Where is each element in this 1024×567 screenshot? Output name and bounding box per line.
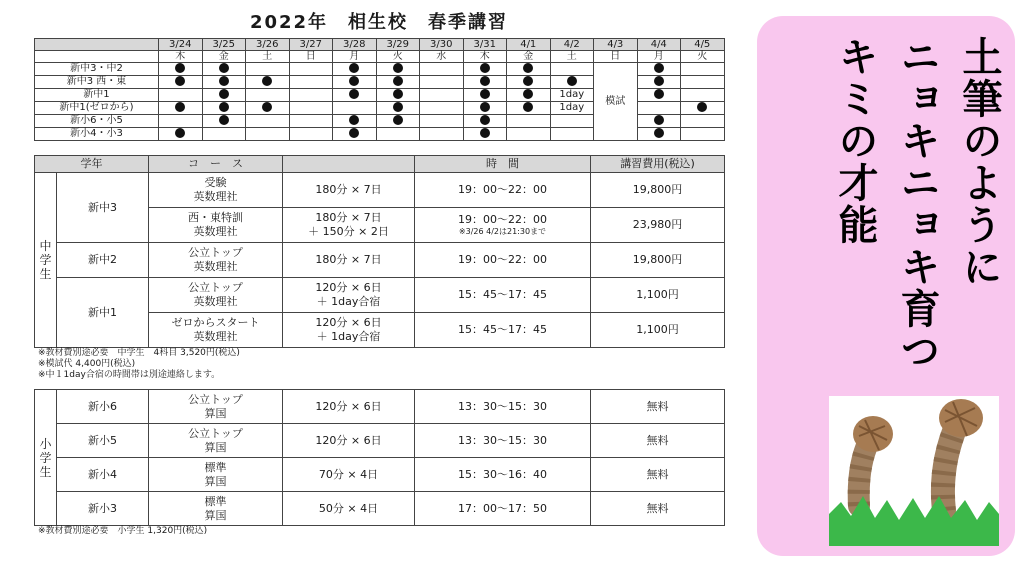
class-day-dot-icon <box>393 89 403 99</box>
schedule-row-name: 新中3 西・東 <box>35 76 159 89</box>
course-length-cell: 70分 × 4日 <box>283 458 415 492</box>
cost-cell: 1,100円 <box>591 313 725 348</box>
schedule-cell <box>333 89 377 102</box>
class-day-dot-icon <box>349 89 359 99</box>
class-day-dot-icon <box>654 89 664 99</box>
schedule-date-row <box>35 39 725 51</box>
class-day-dot-icon <box>349 128 359 138</box>
schedule-weekday: 火 <box>376 51 420 63</box>
schedule-cell <box>333 63 377 76</box>
grade-cell: 新小3 <box>57 492 149 526</box>
schedule-cell: 1day <box>550 102 594 115</box>
course-cell: 公立トップ 算国 <box>149 424 283 458</box>
schedule-cell <box>376 128 420 141</box>
class-day-dot-icon <box>219 63 229 73</box>
schedule-cell <box>637 128 681 141</box>
class-day-dot-icon <box>480 128 490 138</box>
schedule-date: 3/31 <box>463 39 507 51</box>
schedule-weekday: 月 <box>333 51 377 63</box>
schedule-cell <box>550 128 594 141</box>
schedule-cell <box>550 76 594 89</box>
class-day-dot-icon <box>567 76 577 86</box>
horsetail-illustration <box>829 396 999 546</box>
course-length-cell: 180分 × 7日 ＋ 150分 × 2日 <box>283 208 415 243</box>
schedule-cell <box>246 102 290 115</box>
schedule-corner <box>35 51 159 63</box>
middle-school-label: 中 学 生 <box>35 173 57 348</box>
schedule-row <box>35 63 725 76</box>
grade-cell: 新小5 <box>57 424 149 458</box>
schedule-date: 3/30 <box>420 39 464 51</box>
fee-row <box>35 243 725 278</box>
middle-school-fee-table <box>34 155 725 348</box>
schedule-date: 3/29 <box>376 39 420 51</box>
class-day-dot-icon <box>393 102 403 112</box>
header-time: 時 間 <box>415 156 591 173</box>
schedule-weekday: 日 <box>594 51 638 63</box>
schedule-cell <box>376 102 420 115</box>
schedule-date: 4/5 <box>681 39 725 51</box>
document-title: 2022年 相生校 春季講習 <box>249 12 509 33</box>
cost-cell: 無料 <box>591 424 725 458</box>
schedule-row-name: 新中1 <box>35 89 159 102</box>
schedule-cell <box>550 115 594 128</box>
class-day-dot-icon <box>349 115 359 125</box>
schedule-weekday: 土 <box>246 51 290 63</box>
schedule-table <box>34 38 725 141</box>
course-length-cell: 120分 × 6日 <box>283 390 415 424</box>
class-day-dot-icon <box>393 76 403 86</box>
schedule-cell <box>159 76 203 89</box>
schedule-date: 4/1 <box>507 39 551 51</box>
course-document <box>32 8 726 537</box>
class-day-dot-icon <box>480 89 490 99</box>
course-cell: 公立トップ 英数理社 <box>149 243 283 278</box>
schedule-weekday: 木 <box>159 51 203 63</box>
class-day-dot-icon <box>262 102 272 112</box>
class-day-dot-icon <box>654 115 664 125</box>
schedule-cell <box>159 89 203 102</box>
course-cell: 標準 算国 <box>149 458 283 492</box>
slogan-line-1: 土筆のように <box>956 36 1002 288</box>
fee-row <box>35 492 725 526</box>
class-day-dot-icon <box>393 63 403 73</box>
course-cell: 標準 算国 <box>149 492 283 526</box>
schedule-cell <box>507 76 551 89</box>
schedule-weekday: 月 <box>637 51 681 63</box>
course-length-cell: 120分 × 6日 <box>283 424 415 458</box>
time-cell: 19：00～22：00 <box>415 173 591 208</box>
note-line: ※教材費別途必要 中学生 4科目 3,520円(税込) <box>38 348 240 358</box>
schedule-date: 3/25 <box>202 39 246 51</box>
class-day-dot-icon <box>349 76 359 86</box>
course-cell: 公立トップ 算国 <box>149 390 283 424</box>
schedule-cell <box>376 115 420 128</box>
schedule-date: 3/24 <box>159 39 203 51</box>
schedule-cell <box>550 63 594 76</box>
fee-row <box>35 278 725 313</box>
schedule-cell <box>507 89 551 102</box>
schedule-cell <box>420 128 464 141</box>
header-course: コ ー ス <box>149 156 283 173</box>
schedule-cell <box>463 128 507 141</box>
class-day-dot-icon <box>175 102 185 112</box>
schedule-cell <box>202 102 246 115</box>
slogan-line-3: キミの才能 <box>832 36 878 246</box>
class-day-dot-icon <box>175 76 185 86</box>
schedule-cell <box>376 89 420 102</box>
schedule-cell <box>333 115 377 128</box>
schedule-cell <box>202 63 246 76</box>
class-day-dot-icon <box>480 63 490 73</box>
time-cell: 17：00～17：50 <box>415 492 591 526</box>
schedule-cell <box>637 89 681 102</box>
cost-cell: 19,800円 <box>591 173 725 208</box>
schedule-cell <box>637 76 681 89</box>
schedule-cell <box>246 115 290 128</box>
schedule-row-name: 新中1(ゼロから) <box>35 102 159 115</box>
schedule-row-name: 新中3・中2 <box>35 63 159 76</box>
slogan-panel <box>757 16 1015 556</box>
cost-cell: 無料 <box>591 492 725 526</box>
schedule-cell <box>420 89 464 102</box>
schedule-cell <box>289 76 333 89</box>
schedule-corner <box>35 39 159 51</box>
schedule-cell <box>289 63 333 76</box>
schedule-cell <box>463 63 507 76</box>
schedule-date: 3/27 <box>289 39 333 51</box>
class-day-dot-icon <box>175 63 185 73</box>
course-cell: 西・東特訓 英数理社 <box>149 208 283 243</box>
cost-cell: 23,980円 <box>591 208 725 243</box>
schedule-cell <box>420 63 464 76</box>
class-day-dot-icon <box>523 102 533 112</box>
schedule-weekday: 金 <box>202 51 246 63</box>
schedule-cell <box>333 128 377 141</box>
schedule-cell <box>637 115 681 128</box>
schedule-cell <box>420 102 464 115</box>
schedule-cell <box>681 102 725 115</box>
schedule-cell <box>202 76 246 89</box>
schedule-date: 4/3 <box>594 39 638 51</box>
schedule-cell <box>202 128 246 141</box>
schedule-date: 3/28 <box>333 39 377 51</box>
grade-cell: 新中3 <box>57 173 149 243</box>
schedule-weekday: 金 <box>507 51 551 63</box>
schedule-cell <box>420 76 464 89</box>
class-day-dot-icon <box>480 76 490 86</box>
schedule-cell <box>202 89 246 102</box>
schedule-weekday-row <box>35 51 725 63</box>
schedule-cell <box>507 115 551 128</box>
class-day-dot-icon <box>523 63 533 73</box>
class-day-dot-icon <box>654 128 664 138</box>
grade-cell: 新小6 <box>57 390 149 424</box>
header-course-length <box>283 156 415 173</box>
schedule-cell <box>289 115 333 128</box>
schedule-cell <box>246 89 290 102</box>
class-day-dot-icon <box>654 76 664 86</box>
cost-cell: 19,800円 <box>591 243 725 278</box>
course-cell: 受験 英数理社 <box>149 173 283 208</box>
schedule-cell <box>289 89 333 102</box>
horsetail-sprout-icon <box>829 396 999 546</box>
schedule-weekday: 日 <box>289 51 333 63</box>
class-day-dot-icon <box>393 115 403 125</box>
schedule-date: 4/4 <box>637 39 681 51</box>
header-grade: 学年 <box>35 156 149 173</box>
schedule-cell <box>681 63 725 76</box>
cost-cell: 1,100円 <box>591 278 725 313</box>
grade-cell: 新小4 <box>57 458 149 492</box>
schedule-cell <box>376 76 420 89</box>
mock-exam-cell: 模試 <box>594 63 638 141</box>
course-cell: 公立トップ 英数理社 <box>149 278 283 313</box>
schedule-cell <box>246 128 290 141</box>
course-cell: ゼロからスタート 英数理社 <box>149 313 283 348</box>
time-cell: 15：45～17：45 <box>415 278 591 313</box>
schedule-weekday: 木 <box>463 51 507 63</box>
elementary-note: ※教材費別途必要 小学生 1,320円(税込) <box>38 526 208 536</box>
grade-cell: 新中1 <box>57 278 149 348</box>
schedule-cell <box>681 115 725 128</box>
class-day-dot-icon <box>175 128 185 138</box>
schedule-cell <box>507 102 551 115</box>
time-cell: 13：30～15：30 <box>415 424 591 458</box>
elementary-school-label: 小 学 生 <box>35 390 57 526</box>
schedule-cell <box>202 115 246 128</box>
schedule-cell <box>420 115 464 128</box>
middle-notes <box>38 348 726 381</box>
schedule-cell <box>333 76 377 89</box>
schedule-cell <box>637 102 681 115</box>
schedule-weekday: 土 <box>550 51 594 63</box>
course-length-cell: 50分 × 4日 <box>283 492 415 526</box>
schedule-cell <box>463 102 507 115</box>
time-cell: 15：30～16：40 <box>415 458 591 492</box>
time-note: ※3/26 4/2は21:30まで <box>458 227 547 236</box>
class-day-dot-icon <box>349 63 359 73</box>
course-length-cell: 120分 × 6日 ＋ 1day合宿 <box>283 313 415 348</box>
schedule-weekday: 水 <box>420 51 464 63</box>
schedule-date: 4/2 <box>550 39 594 51</box>
schedule-cell <box>681 89 725 102</box>
schedule-cell <box>159 63 203 76</box>
schedule-cell <box>681 128 725 141</box>
schedule-cell <box>246 63 290 76</box>
schedule-cell <box>681 76 725 89</box>
schedule-date: 3/26 <box>246 39 290 51</box>
class-day-dot-icon <box>697 102 707 112</box>
fee-row <box>35 424 725 458</box>
fee-row <box>35 173 725 208</box>
course-length-cell: 180分 × 7日 <box>283 243 415 278</box>
schedule-row-name: 新小6・小5 <box>35 115 159 128</box>
time-cell: 15：45～17：45 <box>415 313 591 348</box>
schedule-cell <box>289 102 333 115</box>
schedule-cell <box>507 63 551 76</box>
schedule-cell <box>246 76 290 89</box>
class-day-dot-icon <box>219 102 229 112</box>
fee-row <box>35 390 725 424</box>
schedule-cell <box>159 115 203 128</box>
grade-cell: 新中2 <box>57 243 149 278</box>
class-day-dot-icon <box>262 76 272 86</box>
time-cell: 13：30～15：30 <box>415 390 591 424</box>
schedule-cell <box>376 63 420 76</box>
time-cell: 19：00～22：00 ※3/26 4/2は21:30まで <box>415 208 591 243</box>
schedule-row-name: 新小4・小3 <box>35 128 159 141</box>
cost-cell: 無料 <box>591 390 725 424</box>
class-day-dot-icon <box>523 89 533 99</box>
schedule-cell <box>463 89 507 102</box>
schedule-cell <box>463 115 507 128</box>
schedule-cell <box>289 128 333 141</box>
schedule-cell <box>159 102 203 115</box>
time-cell: 19：00～22：00 <box>415 243 591 278</box>
slogan-line-2: ニョキニョキ育つ <box>894 36 940 372</box>
schedule-cell: 1day <box>550 89 594 102</box>
class-day-dot-icon <box>654 63 664 73</box>
schedule-cell <box>159 128 203 141</box>
note-line: ※中１1day合宿の時間帯は別途連絡します。 <box>38 370 221 380</box>
elementary-fee-table <box>34 389 725 526</box>
class-day-dot-icon <box>480 115 490 125</box>
course-length-cell: 180分 × 7日 <box>283 173 415 208</box>
schedule-cell <box>333 102 377 115</box>
class-day-dot-icon <box>219 76 229 86</box>
header-cost: 講習費用(税込) <box>591 156 725 173</box>
schedule-cell <box>637 63 681 76</box>
course-length-cell: 120分 × 6日 ＋ 1day合宿 <box>283 278 415 313</box>
schedule-weekday: 火 <box>681 51 725 63</box>
note-line: ※模試代 4,400円(税込) <box>38 359 136 369</box>
fee-row <box>35 458 725 492</box>
schedule-cell <box>507 128 551 141</box>
class-day-dot-icon <box>523 76 533 86</box>
cost-cell: 無料 <box>591 458 725 492</box>
class-day-dot-icon <box>219 115 229 125</box>
schedule-cell <box>463 76 507 89</box>
class-day-dot-icon <box>219 89 229 99</box>
class-day-dot-icon <box>480 102 490 112</box>
